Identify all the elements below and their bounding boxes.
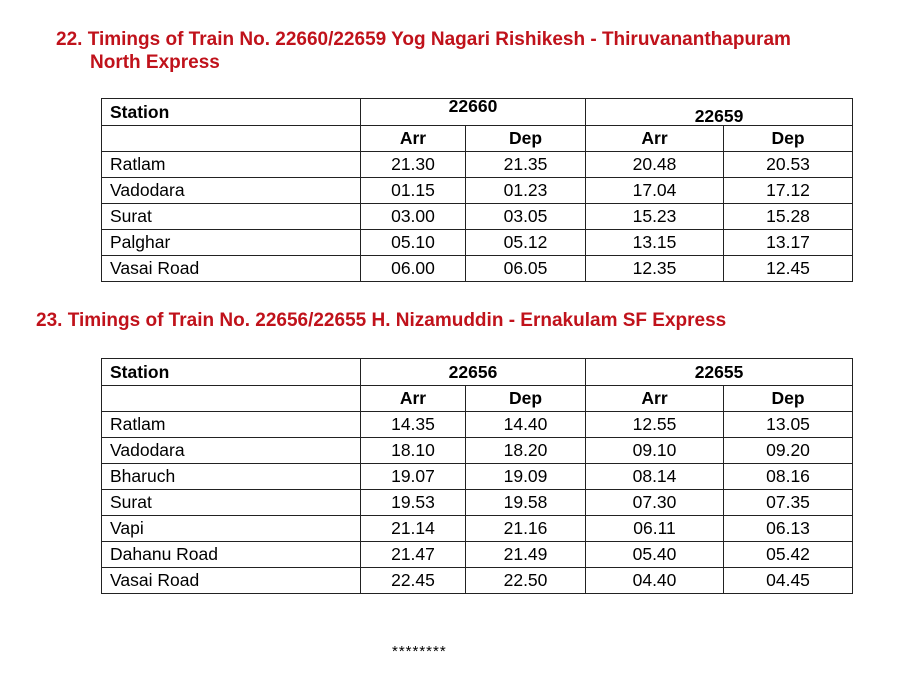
- dep-header: Dep: [724, 386, 853, 412]
- arr-time: 15.23: [586, 204, 724, 230]
- arr-time: 06.11: [586, 516, 724, 542]
- arr-time: 12.55: [586, 412, 724, 438]
- station-name: Surat: [102, 490, 361, 516]
- arr-time: 08.14: [586, 464, 724, 490]
- dep-time: 12.45: [724, 256, 853, 282]
- dep-time: 05.12: [466, 230, 586, 256]
- station-column-header: Station: [102, 359, 361, 386]
- dep-time: 21.16: [466, 516, 586, 542]
- station-name: Surat: [102, 204, 361, 230]
- arr-dep-header-row: [102, 386, 853, 412]
- dep-time: 14.40: [466, 412, 586, 438]
- arr-header: Arr: [361, 386, 466, 412]
- table-row: [102, 256, 853, 282]
- train-number-22659: 22659: [586, 99, 853, 126]
- arr-time: 20.48: [586, 152, 724, 178]
- section-23-number: 23.: [36, 310, 63, 331]
- arr-header: Arr: [586, 386, 724, 412]
- arr-time: 21.47: [361, 542, 466, 568]
- timetable-body: [102, 412, 853, 594]
- table-row: [102, 204, 853, 230]
- train-number-22656: 22656: [361, 359, 586, 386]
- dep-time: 04.45: [724, 568, 853, 594]
- dep-time: 22.50: [466, 568, 586, 594]
- arr-dep-header-row: [102, 126, 853, 152]
- station-name: Vapi: [102, 516, 361, 542]
- dep-time: 18.20: [466, 438, 586, 464]
- station-name: Vadodara: [102, 178, 361, 204]
- arr-time: 05.40: [586, 542, 724, 568]
- table-row: [102, 178, 853, 204]
- dep-time: 19.58: [466, 490, 586, 516]
- arr-time: 21.30: [361, 152, 466, 178]
- table-row: [102, 464, 853, 490]
- dep-time: 08.16: [724, 464, 853, 490]
- dep-time: 21.49: [466, 542, 586, 568]
- timetable-22656-22655: [101, 358, 853, 594]
- train-number-22655: 22655: [586, 359, 853, 386]
- dep-time: 01.23: [466, 178, 586, 204]
- table-row: [102, 412, 853, 438]
- table-row: [102, 438, 853, 464]
- dep-time: 17.12: [724, 178, 853, 204]
- section-23-heading: [36, 309, 726, 332]
- arr-time: 17.04: [586, 178, 724, 204]
- table-row: [102, 152, 853, 178]
- station-name: Vadodara: [102, 438, 361, 464]
- arr-time: 18.10: [361, 438, 466, 464]
- table-row: [102, 568, 853, 594]
- section-22-heading: [56, 28, 791, 74]
- station-name: Ratlam: [102, 152, 361, 178]
- dep-time: 19.09: [466, 464, 586, 490]
- station-column-header: Station: [102, 99, 361, 126]
- arr-time: 22.45: [361, 568, 466, 594]
- arr-time: 21.14: [361, 516, 466, 542]
- train-number-header-row: [102, 99, 853, 126]
- train-number-header-row: [102, 359, 853, 386]
- timetable-body: [102, 152, 853, 282]
- arr-time: 12.35: [586, 256, 724, 282]
- arr-time: 06.00: [361, 256, 466, 282]
- blank-header-cell: [102, 126, 361, 152]
- dep-time: 21.35: [466, 152, 586, 178]
- table-row: [102, 490, 853, 516]
- station-name: Dahanu Road: [102, 542, 361, 568]
- station-name: Vasai Road: [102, 256, 361, 282]
- dep-time: 13.05: [724, 412, 853, 438]
- arr-time: 09.10: [586, 438, 724, 464]
- dep-time: 06.13: [724, 516, 853, 542]
- arr-header: Arr: [586, 126, 724, 152]
- section-23-title: Timings of Train No. 22656/22655 H. Nizamuddin - Ernakulam SF Express: [67, 310, 727, 331]
- section-22-title-line1: Timings of Train No. 22660/22659 Yog Nagari Rishikesh - Thiruvananthapuram: [87, 29, 791, 50]
- dep-time: 20.53: [724, 152, 853, 178]
- section-22-title-line2: North Express: [90, 52, 220, 73]
- dep-time: 13.17: [724, 230, 853, 256]
- dep-time: 07.35: [724, 490, 853, 516]
- arr-time: 13.15: [586, 230, 724, 256]
- arr-time: 14.35: [361, 412, 466, 438]
- station-name: Vasai Road: [102, 568, 361, 594]
- arr-time: 01.15: [361, 178, 466, 204]
- arr-time: 07.30: [586, 490, 724, 516]
- arr-header: Arr: [361, 126, 466, 152]
- dep-header: Dep: [466, 386, 586, 412]
- dep-time: 15.28: [724, 204, 853, 230]
- train-number-22660: 22660: [361, 99, 586, 126]
- station-name: Bharuch: [102, 464, 361, 490]
- arr-time: 03.00: [361, 204, 466, 230]
- section-22-number: 22.: [56, 29, 83, 50]
- dep-time: 05.42: [724, 542, 853, 568]
- end-marker-stars: ********: [392, 643, 447, 660]
- timetable-22660-22659: [101, 95, 853, 282]
- dep-time: 03.05: [466, 204, 586, 230]
- station-name: Palghar: [102, 230, 361, 256]
- arr-time: 04.40: [586, 568, 724, 594]
- arr-time: 05.10: [361, 230, 466, 256]
- blank-header-cell: [102, 386, 361, 412]
- dep-header: Dep: [724, 126, 853, 152]
- arr-time: 19.53: [361, 490, 466, 516]
- dep-time: 09.20: [724, 438, 853, 464]
- table-row: [102, 516, 853, 542]
- table-row: [102, 542, 853, 568]
- table-row: [102, 230, 853, 256]
- station-name: Ratlam: [102, 412, 361, 438]
- dep-header: Dep: [466, 126, 586, 152]
- arr-time: 19.07: [361, 464, 466, 490]
- dep-time: 06.05: [466, 256, 586, 282]
